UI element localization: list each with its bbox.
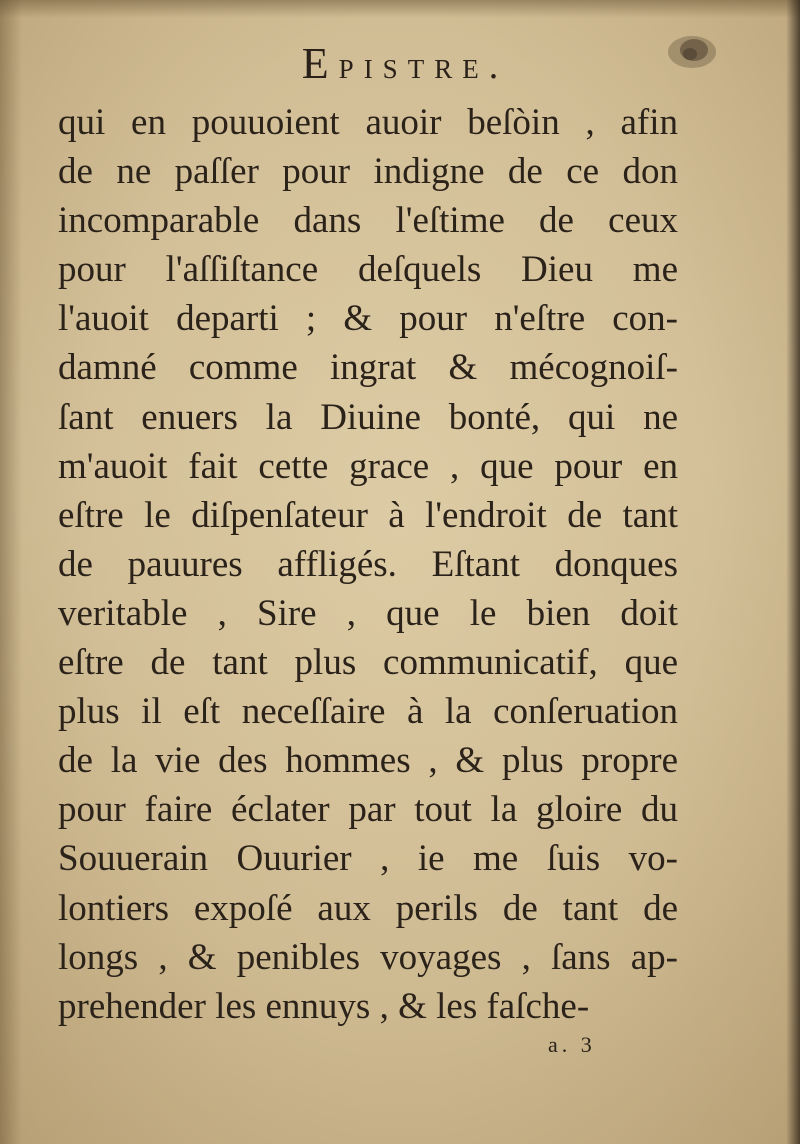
text-line: m'auoit fait cette grace , que pour en — [58, 445, 678, 487]
text-line: damné comme ingrat & mécognoiſ- — [58, 347, 678, 389]
text-line: l'auoit departi ; & pour n'eſtre con- — [58, 298, 678, 340]
running-header-rest: pistre. — [338, 45, 509, 87]
text-line: eſtre le diſpenſateur à l'endroit de tant — [58, 494, 678, 536]
page-right-edge-shadow — [786, 0, 800, 1144]
text-line: incomparable dans l'eſtime de ceux — [58, 200, 678, 242]
text-line: qui en pouuoient auoir beſòin , afin — [58, 102, 678, 143]
text-line: veritable , Sire , que le bien doit — [58, 592, 678, 634]
text-line: pour l'aſſiſtance deſquels Dieu me — [58, 249, 678, 291]
text-line: pour faire éclater par tout la gloire du — [58, 789, 678, 831]
body-text — [58, 98, 678, 1031]
running-header-capital: E — [301, 39, 339, 88]
text-line: ſant enuers la Diuine bonté, qui ne — [58, 396, 678, 438]
text-line: de ne paſſer pour indigne de ce don — [58, 151, 678, 193]
page-top-edge-shadow — [0, 0, 800, 18]
text-line: de la vie des hommes , & plus propre — [58, 740, 678, 782]
text-line: Souuerain Ouurier , ie me ſuis vo- — [58, 838, 678, 880]
signature-mark: a. 3 — [548, 1032, 596, 1057]
running-header — [0, 39, 800, 88]
text-line: eſtre de tant plus communicatif, que — [58, 642, 678, 684]
text-line: lontiers expoſé aux perils de tant de — [58, 887, 678, 929]
text-line: longs , & penibles voyages , ſans ap- — [58, 936, 678, 978]
text-line: plus il eſt neceſſaire à la conſeruation — [58, 691, 678, 733]
page-left-edge-shadow — [0, 0, 22, 1144]
text-line: de pauures affligés. Eſtant donques — [58, 543, 678, 585]
text-line: prehender les ennuys , & les faſche- — [58, 985, 590, 1027]
